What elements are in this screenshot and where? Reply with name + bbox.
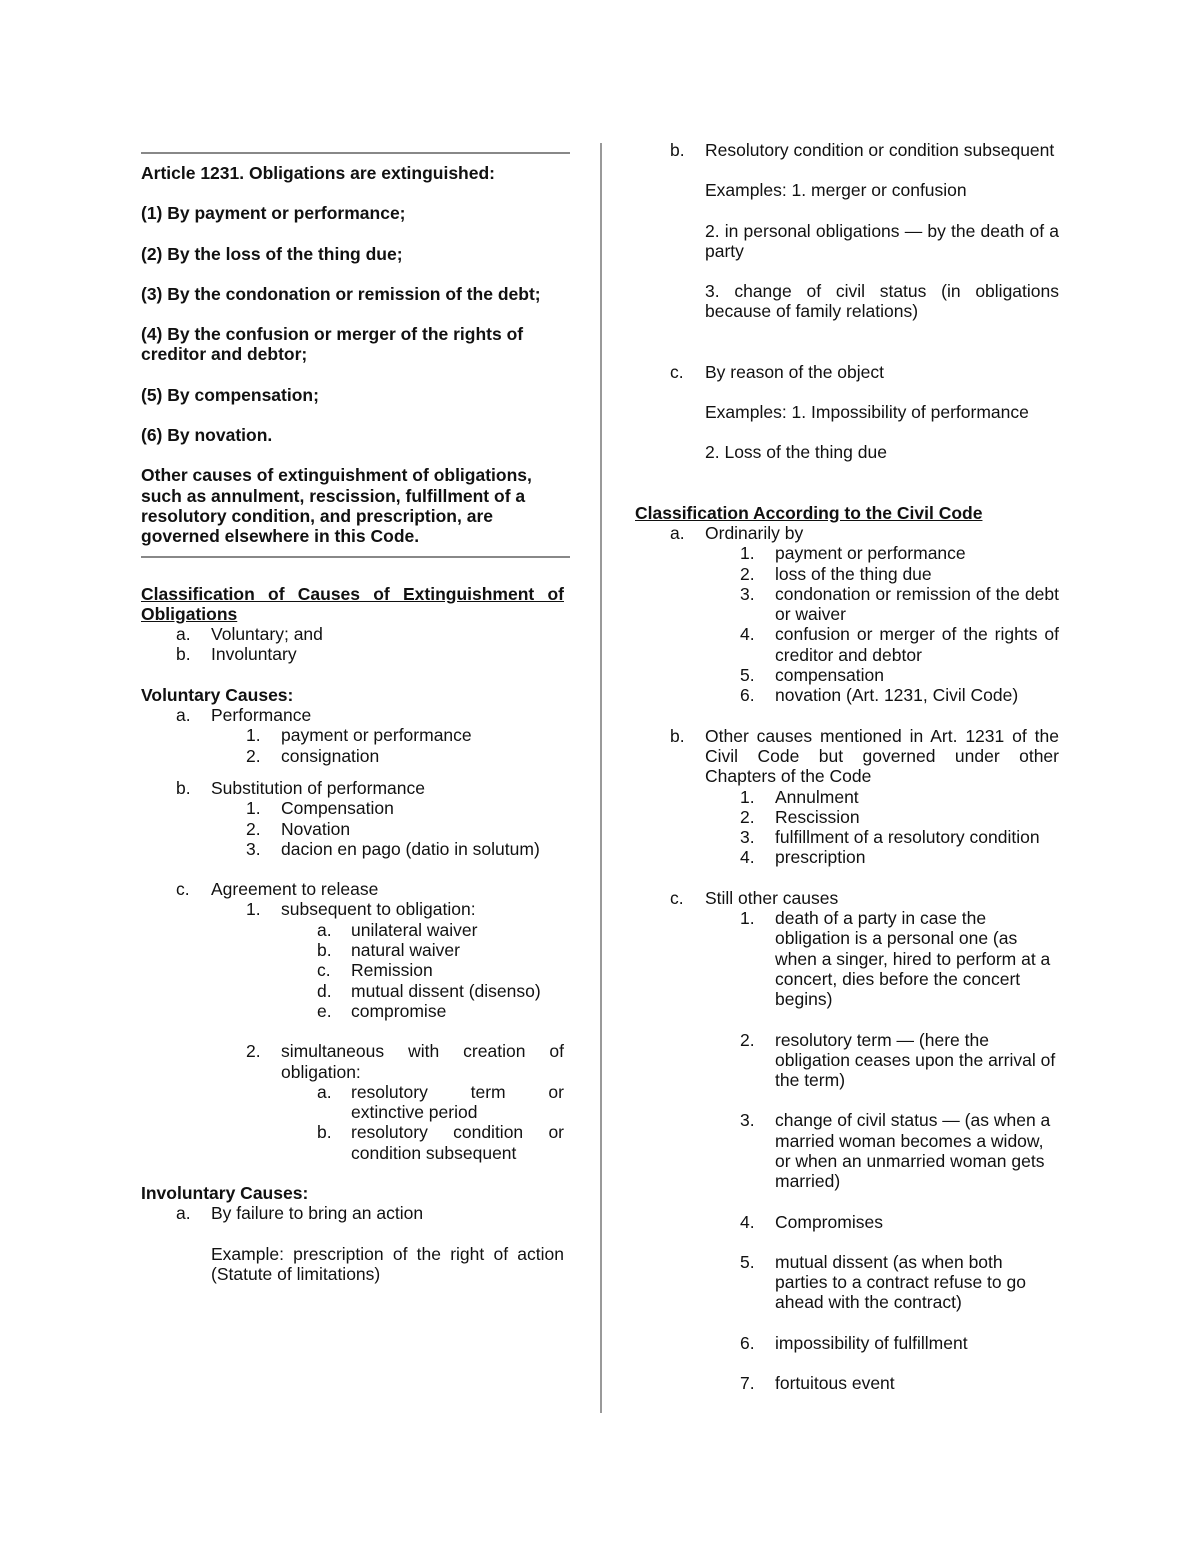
list-item: e. compromise: [317, 1000, 447, 1021]
list-item: 2. Rescission: [740, 806, 860, 827]
list-item: 7. fortuitous event: [740, 1373, 895, 1394]
list-item: 2. resolutory term — (here the obligation ceases upon the arrival of the term): [740, 1029, 1056, 1091]
example-line: 3. change of civil status (in obligations because of family relations): [705, 281, 1059, 322]
list-item: b. Substitution of performance: [176, 777, 426, 798]
list-item: 1. death of a party in case the obligation is a personal one (as when a singer, hired to perform at a concert, dies before the concert begins): [740, 908, 1051, 1010]
article-item: (3) By the condonation or remission of the debt;: [141, 283, 541, 304]
article-other-causes: Other causes of extinguishment of obligations, such as annulment, rescission, fulfillment of a resolutory condition, and prescription, are governed elsewhere in this Code.: [141, 465, 532, 547]
involuntary-heading: Involuntary Causes:: [141, 1182, 309, 1203]
list-item: 2. simultaneous with creation of obligation:: [246, 1041, 564, 1082]
article-item: (6) By novation.: [141, 425, 273, 446]
article-item: (2) By the loss of the thing due;: [141, 243, 403, 264]
list-item: 2. loss of the thing due: [740, 563, 932, 584]
classification-heading: Classification of Causes of Extinguishment of Obligations: [141, 583, 564, 624]
list-item: a. Performance: [176, 705, 312, 726]
list-item: c. Remission: [317, 960, 433, 981]
list-item: 1. Compensation: [246, 798, 394, 819]
list-item: 3. fulfillment of a resolutory condition: [740, 827, 1040, 848]
list-item: a. unilateral waiver: [317, 919, 478, 940]
column-divider: [600, 143, 602, 1413]
list-item: b. resolutory condition or condition subsequent: [317, 1122, 564, 1163]
article-item: (1) By payment or performance;: [141, 203, 406, 224]
example-line: 2. Loss of the thing due: [705, 442, 887, 463]
list-item: a. Voluntary; and: [176, 624, 323, 645]
list-item: a. By failure to bring an action: [176, 1203, 424, 1224]
list-item: 6. novation (Art. 1231, Civil Code): [740, 685, 1019, 706]
list-item: d. mutual dissent (disenso): [317, 980, 541, 1001]
list-item: 4. confusion or merger of the rights of creditor and debtor: [740, 624, 1059, 665]
example-line: Examples: 1. Impossibility of performance: [705, 402, 1029, 423]
right-column: [635, 140, 1059, 1393]
list-item: 3. condonation or remission of the debt or waiver: [740, 583, 1059, 625]
list-item: 5. compensation: [740, 665, 884, 686]
list-item: 6. impossibility of fulfillment: [740, 1332, 968, 1353]
list-item: 5. mutual dissent (as when both parties to a contract refuse to go ahead with the contract): [740, 1251, 1026, 1313]
list-item: 2. Novation: [246, 818, 351, 839]
list-item: a. resolutory term or extinctive period: [317, 1081, 564, 1123]
list-item: c. By reason of the object: [670, 361, 884, 382]
list-item: 3. dacion en pago (datio in solutum): [246, 838, 540, 859]
list-item: b. Other causes mentioned in Art. 1231 of the Civil Code but governed under other Chapters of the Code: [670, 725, 1059, 787]
list-item: 4. Compromises: [740, 1211, 883, 1232]
list-item: 1. payment or performance: [246, 725, 472, 746]
example-line: Examples: 1. merger or confusion: [705, 180, 967, 201]
list-item: c. Still other causes: [670, 887, 839, 908]
voluntary-heading: Voluntary Causes:: [141, 684, 294, 705]
list-item: a. Ordinarily by: [670, 522, 804, 543]
list-item: 1. payment or performance: [740, 543, 966, 564]
civil-code-heading: Classification According to the Civil Code: [635, 502, 983, 523]
list-item: 4. prescription: [740, 847, 866, 868]
list-item: 1. Annulment: [740, 786, 859, 807]
article-item: (4) By the confusion or merger of the rights of creditor and debtor;: [141, 324, 524, 365]
left-column: [141, 140, 564, 1284]
example-line: 2. in personal obligations — by the death of a party: [705, 220, 1059, 261]
article-title: Article 1231. Obligations are extinguished:: [141, 163, 495, 183]
article-item: (5) By compensation;: [141, 384, 319, 405]
involuntary-example: Example: prescription of the right of action (Statute of limitations): [211, 1243, 564, 1284]
list-item: c. Agreement to release: [176, 879, 379, 900]
list-item: b. Resolutory condition or condition subsequent: [670, 140, 1055, 160]
list-item: b. Involuntary: [176, 644, 297, 665]
list-item: 1. subsequent to obligation:: [246, 899, 476, 920]
list-item: b. natural waiver: [317, 940, 460, 961]
list-item: 2. consignation: [246, 745, 380, 766]
list-item: 3. change of civil status — (as when a married woman becomes a widow, or when an unmarried woman gets married): [740, 1110, 1051, 1192]
